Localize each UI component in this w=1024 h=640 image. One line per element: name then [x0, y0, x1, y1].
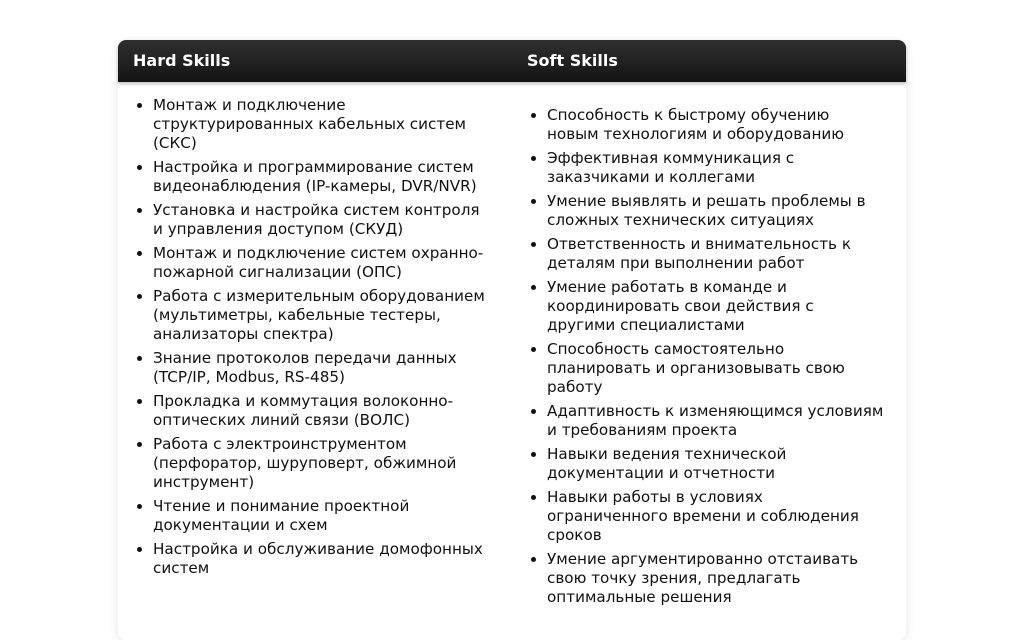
soft-skill-text: Ответственность и внимательность к деталям при выполнении работ: [547, 235, 851, 272]
soft-skill-text: Умение аргументированно отстаивать свою точку зрения, предлагать оптимальные решения: [547, 550, 859, 606]
hard-skill-text: Настройка и программирование систем видеонаблюдения (IP-камеры, DVR/NVR): [153, 158, 477, 195]
soft-skills-header: Soft Skills: [527, 51, 618, 70]
bullet-icon: [137, 356, 142, 361]
hard-skill-text: Знание протоколов передачи данных (TCP/IP, Modbus, RS-485): [153, 349, 457, 386]
list-item: [529, 445, 884, 483]
hard-skill-text: Установка и настройка систем контроля и управления доступом (СКУД): [153, 201, 480, 238]
bullet-icon: [531, 156, 536, 161]
skills-table: [118, 40, 906, 640]
list-item: [529, 340, 884, 397]
list-item: [529, 235, 884, 273]
soft-skill-text: Адаптивность к изменяющимся условиям и требованиям проекта: [547, 402, 884, 439]
list-item: [529, 278, 884, 335]
hard-skill-text: Работа с электроинструментом (перфоратор, шуруповерт, обжимной инструмент): [153, 435, 457, 491]
bullet-icon: [531, 242, 536, 247]
list-item: [529, 488, 884, 545]
bullet-icon: [137, 103, 142, 108]
hard-skill-text: Чтение и понимание проектной документации и схем: [153, 497, 410, 534]
soft-skill-text: Способность самостоятельно планировать и организовывать свою работу: [547, 340, 845, 396]
bullet-icon: [137, 547, 142, 552]
bullet-icon: [531, 199, 536, 204]
soft-skill-text: Эффективная коммуникация с заказчиками и коллегами: [547, 149, 795, 186]
hard-skill-text: Прокладка и коммутация волоконно-оптических линий связи (ВОЛС): [153, 392, 454, 429]
bullet-icon: [137, 208, 142, 213]
bullet-icon: [531, 409, 536, 414]
list-item: [135, 435, 490, 492]
soft-skill-text: Навыки работы в условиях ограниченного времени и соблюдения сроков: [547, 488, 859, 544]
list-item: [135, 540, 490, 578]
list-item: [529, 192, 884, 230]
hard-skill-text: Настройка и обслуживание домофонных систем: [153, 540, 483, 577]
bullet-icon: [531, 285, 536, 290]
bullet-icon: [137, 504, 142, 509]
bullet-icon: [137, 251, 142, 256]
bullet-icon: [531, 347, 536, 352]
soft-skill-text: Умение работать в команде и координировать свои действия с другими специалистами: [547, 278, 814, 334]
list-item: [135, 287, 490, 344]
bullet-icon: [137, 442, 142, 447]
list-item: [529, 550, 884, 607]
soft-skills-list: [529, 106, 884, 612]
soft-skill-text: Навыки ведения технической документации и отчетности: [547, 445, 787, 482]
list-item: [135, 392, 490, 430]
bullet-icon: [531, 557, 536, 562]
list-item: [135, 497, 490, 535]
bullet-icon: [531, 452, 536, 457]
list-item: [135, 96, 490, 153]
table-header: [118, 40, 906, 82]
list-item: [135, 201, 490, 239]
hard-skills-list: [135, 96, 490, 583]
hard-skill-text: Монтаж и подключение структурированных кабельных систем (СКС): [153, 96, 467, 152]
bullet-icon: [531, 113, 536, 118]
bullet-icon: [137, 165, 142, 170]
bullet-icon: [137, 399, 142, 404]
hard-skill-text: Работа с измерительным оборудованием (мультиметры, кабельные тестеры, анализаторы спектра): [153, 287, 485, 343]
soft-skill-text: Умение выявлять и решать проблемы в сложных технических ситуациях: [547, 192, 866, 229]
list-item: [135, 244, 490, 282]
list-item: [529, 149, 884, 187]
hard-skill-text: Монтаж и подключение систем охранно-пожарной сигнализации (ОПС): [153, 244, 484, 281]
hard-skills-header: Hard Skills: [133, 51, 231, 70]
list-item: [529, 106, 884, 144]
soft-skill-text: Способность к быстрому обучению новым технологиям и оборудованию: [547, 106, 845, 143]
bullet-icon: [531, 495, 536, 500]
list-item: [135, 158, 490, 196]
list-item: [529, 402, 884, 440]
bullet-icon: [137, 294, 142, 299]
list-item: [135, 349, 490, 387]
